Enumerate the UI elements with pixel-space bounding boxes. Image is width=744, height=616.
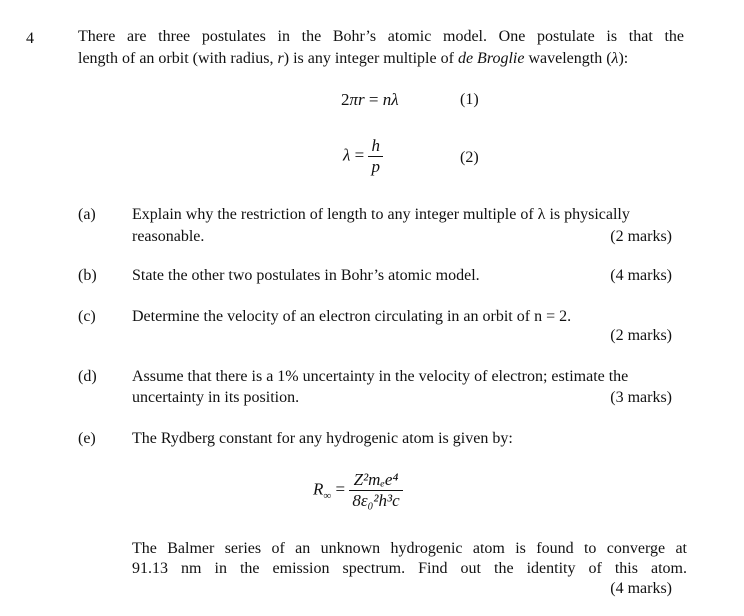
part-e-marks: (4 marks) xyxy=(610,580,672,597)
part-e-line-1: The Rydberg constant for any hydrogenic atom is given by: xyxy=(132,430,513,447)
rydberg-equals: = xyxy=(331,479,350,499)
eq2-denominator: p xyxy=(371,157,380,176)
intro-text: length of an orbit (with radius, xyxy=(78,50,278,67)
rydberg-fraction xyxy=(349,470,402,511)
intro-line-2 xyxy=(78,48,628,69)
eq2-equals: = xyxy=(350,145,369,165)
eq1-lhs-var: πr xyxy=(349,90,365,109)
eq1-rhs: nλ xyxy=(382,90,399,109)
part-b-line-1: State the other two postulates in Bohr’s atomic model. xyxy=(132,267,480,284)
rydberg-numerator: Z²mₑe⁴ xyxy=(349,470,402,491)
part-a-line-1: Explain why the restriction of length to any integer multiple of λ is physically xyxy=(132,206,630,223)
eq2-fraction xyxy=(368,136,383,177)
part-a-line-2: reasonable. xyxy=(132,228,205,245)
rydberg-formula xyxy=(313,470,403,511)
part-a-marks: (2 marks) xyxy=(610,228,672,245)
part-d-label: (d) xyxy=(78,368,97,385)
eq2-numerator: h xyxy=(368,136,383,157)
part-c-marks: (2 marks) xyxy=(610,327,672,344)
equation-1-tag: (1) xyxy=(460,91,479,108)
part-b-marks: (4 marks) xyxy=(610,267,672,284)
eq1-lhs-num: 2 xyxy=(341,90,350,109)
lambda-symbol: λ xyxy=(611,50,619,67)
intro-line-1: There are three postulates in the Bohr’s atomic model. One postulate is that the xyxy=(78,28,684,45)
de-broglie-text: de Broglie xyxy=(457,50,525,67)
part-c-label: (c) xyxy=(78,308,96,325)
rydberg-denominator: 8ε₀²h³c xyxy=(352,491,400,510)
intro-text: ): xyxy=(618,50,629,67)
part-d-line-1: Assume that there is a 1% uncertainty in the velocity of electron; estimate the xyxy=(132,368,629,385)
rydberg-lhs: R xyxy=(313,479,324,499)
question-number: 4 xyxy=(26,30,34,47)
intro-text: ) is any integer multiple of xyxy=(283,50,458,67)
radius-symbol: r xyxy=(277,50,284,67)
intro-text: wavelength ( xyxy=(524,50,612,67)
eq2-lhs: λ xyxy=(343,145,351,165)
equation-2 xyxy=(343,136,383,177)
equation-2-tag: (2) xyxy=(460,149,479,166)
part-b-label: (b) xyxy=(78,267,97,284)
eq1-equals: = xyxy=(364,90,383,109)
rydberg-lhs-sub: ∞ xyxy=(323,489,332,502)
part-a-label: (a) xyxy=(78,206,96,223)
part-d-marks: (3 marks) xyxy=(610,389,672,406)
part-e-line-2: The Balmer series of an unknown hydrogenic atom is found to converge at xyxy=(132,540,687,557)
part-c-line-1: Determine the velocity of an electron circulating in an orbit of n = 2. xyxy=(132,308,572,325)
equation-1 xyxy=(341,90,399,110)
part-d-line-2: uncertainty in its position. xyxy=(132,389,300,406)
part-e-label: (e) xyxy=(78,430,96,447)
part-e-line-3: 91.13 nm in the emission spectrum. Find out the identity of this atom. xyxy=(132,560,687,577)
